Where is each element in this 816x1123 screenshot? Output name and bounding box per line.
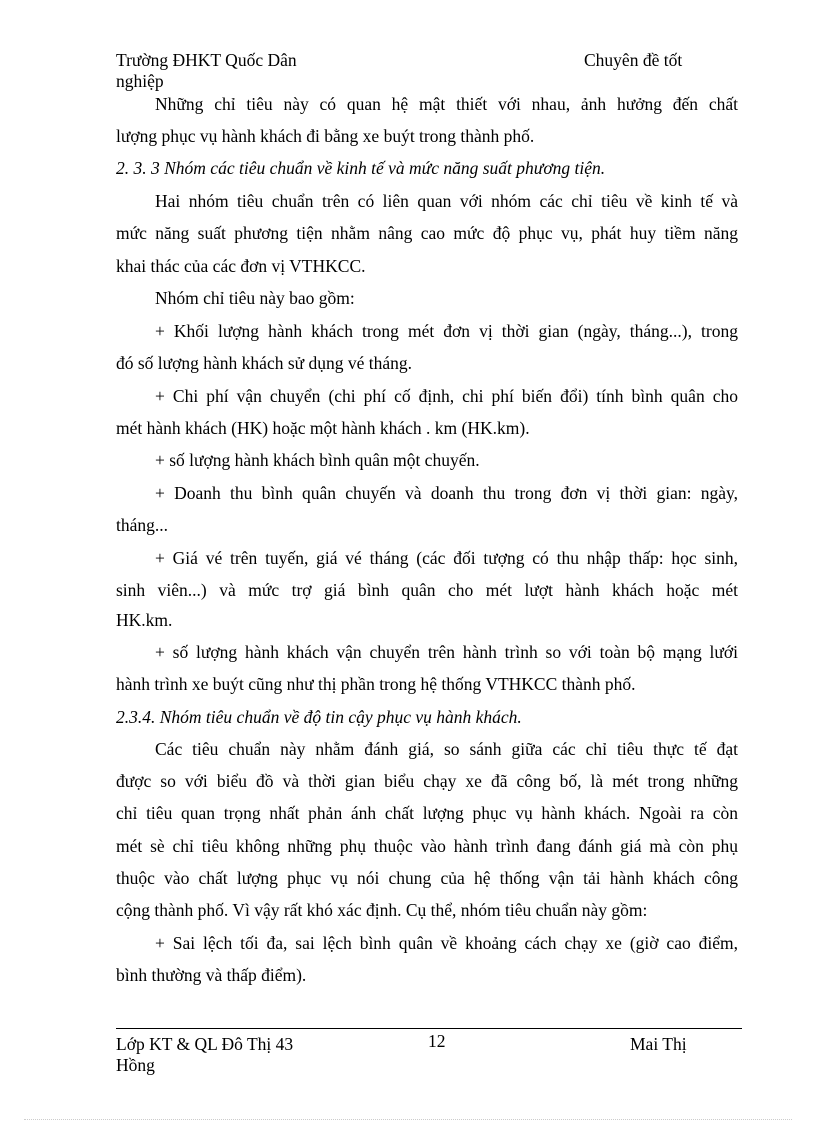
body-text-line: khai thác của các đơn vị VTHKCC. <box>116 256 366 276</box>
body-text-line: chỉ tiêu quan trọng nhất phản ánh chất lượng phục vụ hành khách. Ngoài ra còn <box>116 803 738 823</box>
body-text-line: mức năng suất phương tiện nhằm nâng cao mức độ phục vụ, phát huy tiềm năng <box>116 223 738 243</box>
body-text-line: bình thường và thấp điểm). <box>116 965 307 985</box>
body-text-line: đó số lượng hành khách sử dụng vé tháng. <box>116 353 413 373</box>
body-text-line: + Chi phí vận chuyển (chi phí cố định, chi phí biến đổi) tính bình quân cho <box>155 386 738 406</box>
footer-wrap: Hồng <box>116 1055 155 1075</box>
page-number: 12 <box>428 1031 446 1051</box>
body-text-line: tháng... <box>116 515 169 535</box>
body-text-line: + Giá vé trên tuyến, giá vé tháng (các đối tượng có thu nhập thấp: học sinh, <box>155 548 738 568</box>
footer-divider <box>116 1028 742 1029</box>
section-heading: 2. 3. 3 Nhóm các tiêu chuẩn về kinh tế và mức năng suất phương tiện. <box>116 158 606 178</box>
header-right: Chuyên đề tốt <box>584 50 683 70</box>
body-text-line: + số lượng hành khách vận chuyển trên hành trình so với toàn bộ mạng lưới <box>155 642 738 662</box>
body-text-line: + Khối lượng hành khách trong mét đơn vị thời gian (ngày, tháng...), trong <box>155 321 738 341</box>
header-wrap: nghiệp <box>116 71 164 91</box>
body-text-line: HK.km. <box>116 610 173 630</box>
footer-right: Mai Thị <box>630 1034 687 1054</box>
body-text-line: mét hành khách (HK) hoặc một hành khách . km (HK.km). <box>116 418 530 438</box>
footer-left: Lớp KT & QL Đô Thị 43 <box>116 1034 294 1054</box>
body-text-line: Các tiêu chuẩn này nhằm đánh giá, so sánh giữa các chỉ tiêu thực tế đạt <box>155 739 738 759</box>
body-text-line: hành trình xe buýt cũng như thị phần trong hệ thống VTHKCC thành phố. <box>116 674 636 694</box>
body-text-line: Nhóm chỉ tiêu này bao gồm: <box>155 288 355 308</box>
body-text-line: + số lượng hành khách bình quân một chuyến. <box>155 450 480 470</box>
body-text-line: + Sai lệch tối đa, sai lệch bình quân về khoảng cách chạy xe (giờ cao điểm, <box>155 933 738 953</box>
body-text-line: mét sè chỉ tiêu không những phụ thuộc vào hành trình đang đánh giá mà còn phụ <box>116 836 738 856</box>
body-text-line: thuộc vào chất lượng phục vụ nói chung của hệ thống vận tải hành khách công <box>116 868 738 888</box>
body-text-line: Những chỉ tiêu này có quan hệ mật thiết với nhau, ảnh hưởng đến chất <box>155 94 738 114</box>
body-text-line: + Doanh thu bình quân chuyến và doanh thu trong đơn vị thời gian: ngày, <box>155 483 738 503</box>
body-text-line: sinh viên...) và mức trợ giá bình quân cho mét lượt hành khách hoặc mét <box>116 580 738 600</box>
header-left: Trường ĐHKT Quốc Dân <box>116 50 297 70</box>
body-text-line: cộng thành phố. Vì vậy rất khó xác định. Cụ thể, nhóm tiêu chuẩn này gồm: <box>116 900 648 920</box>
body-text-line: Hai nhóm tiêu chuẩn trên có liên quan với nhóm các chỉ tiêu về kinh tế và <box>155 191 738 211</box>
body-text-line: được so với biểu đồ và thời gian biểu chạy xe đã công bố, là mét trong những <box>116 771 738 791</box>
section-heading: 2.3.4. Nhóm tiêu chuẩn về độ tin cậy phục vụ hành khách. <box>116 707 522 727</box>
body-text-line: lượng phục vụ hành khách đi bằng xe buýt trong thành phố. <box>116 126 535 146</box>
page-edge <box>24 1119 792 1120</box>
